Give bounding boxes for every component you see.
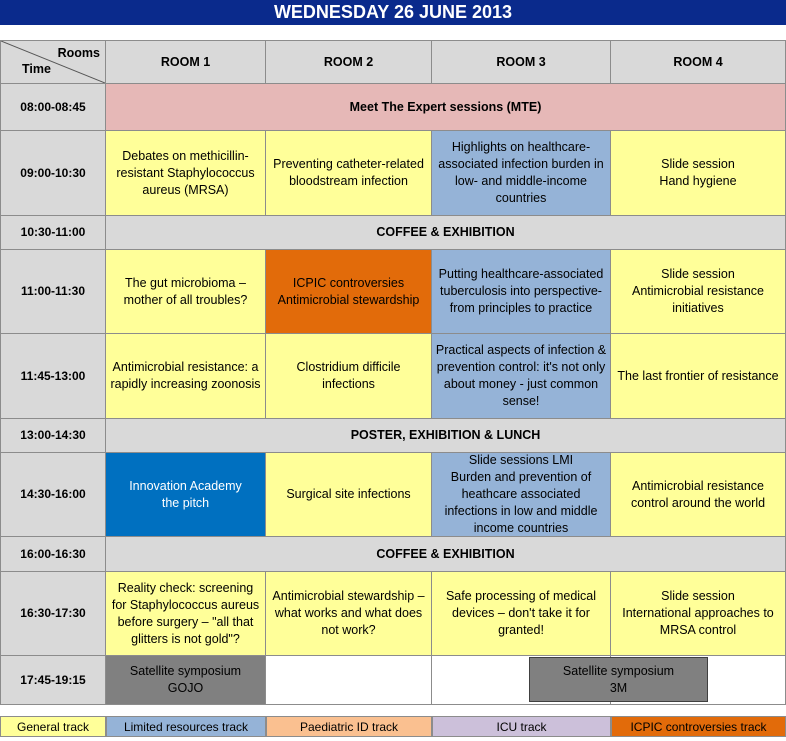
session-cell: Putting healthcare-associated tuberculosis into perspective- from principles to practice — [432, 250, 611, 334]
session-cell: Debates on methicillin-resistant Staphylococcus aureus (MRSA) — [106, 131, 266, 216]
time-slot: 09:00-10:30 — [1, 131, 106, 216]
session-cell: Reality check: screening for Staphylococcus aureus before surgery – "all that glitters is not gold"? — [106, 572, 266, 656]
time-slot: 10:30-11:00 — [1, 216, 106, 250]
session-cell — [106, 453, 266, 537]
session-topic: Hand hygiene — [659, 174, 737, 188]
time-slot: 11:00-11:30 — [1, 250, 106, 334]
session-cell: Clostridium difficile infections — [266, 334, 432, 419]
break-row: COFFEE & EXHIBITION — [106, 537, 786, 572]
legend-icu-track: ICU track — [432, 716, 611, 737]
satellite-session-box — [529, 657, 708, 702]
legend-general-track: General track — [0, 716, 106, 737]
time-slot: 08:00-08:45 — [1, 84, 106, 131]
room-header: ROOM 2 — [266, 41, 432, 84]
session-cell — [611, 131, 786, 216]
session-type: ICPIC controversies — [292, 275, 405, 290]
room-header: ROOM 3 — [432, 41, 611, 84]
session-cell: Antimicrobial resistance: a rapidly increasing zoonosis — [106, 334, 266, 419]
time-slot: 14:30-16:00 — [1, 453, 106, 537]
session-type: Slide session — [661, 589, 735, 603]
time-slot: 16:00-16:30 — [1, 537, 106, 572]
session-type: Slide session — [661, 267, 735, 281]
session-topic: Antimicrobial stewardship — [277, 292, 420, 307]
time-slot: 11:45-13:00 — [1, 334, 106, 419]
session-cell: Practical aspects of infection & prevention control: it's not only about money - just common sense! — [432, 334, 611, 419]
session-cell: Preventing catheter-related bloodstream infection — [266, 131, 432, 216]
session-cell: Antimicrobial stewardship – what works and what does not work? — [266, 572, 432, 656]
legend-limited-resources-track: Limited resources track — [106, 716, 266, 737]
time-slot: 16:30-17:30 — [1, 572, 106, 656]
session-type: Slide sessions LMI — [468, 453, 574, 467]
session-topic: the pitch — [161, 495, 210, 510]
legend-paediatric-track: Paediatric ID track — [266, 716, 432, 737]
room-header: ROOM 1 — [106, 41, 266, 84]
satellite-session — [106, 656, 266, 705]
session-topic: Antimicrobial resistance initiatives — [632, 284, 764, 315]
mte-session: Meet The Expert sessions (MTE) — [106, 84, 786, 131]
rooms-label: Rooms — [57, 46, 100, 60]
session-cell: Antimicrobial resistance control around the world — [611, 453, 786, 537]
session-topic: 3M — [609, 680, 628, 695]
session-cell: The gut microbioma – mother of all troubles? — [106, 250, 266, 334]
session-cell: Highlights on healthcare-associated infection burden in low- and middle-income countries — [432, 131, 611, 216]
time-slot: 13:00-14:30 — [1, 419, 106, 453]
time-slot: 17:45-19:15 — [1, 656, 106, 705]
session-cell: The last frontier of resistance — [611, 334, 786, 419]
session-cell — [611, 250, 786, 334]
session-type: Slide session — [661, 157, 735, 171]
break-row: POSTER, EXHIBITION & LUNCH — [106, 419, 786, 453]
session-topic: GOJO — [167, 681, 204, 695]
empty-cell — [266, 656, 432, 705]
session-type: Innovation Academy — [129, 478, 242, 493]
session-topic: Burden and prevention of heathcare associated infections in low and middle income countries — [444, 470, 598, 535]
room-header: ROOM 4 — [611, 41, 786, 84]
rooms-time-corner — [1, 41, 106, 84]
session-cell: Surgical site infections — [266, 453, 432, 537]
session-cell — [432, 453, 611, 537]
legend-icpic-track: ICPIC controversies track — [611, 716, 786, 737]
break-row: COFFEE & EXHIBITION — [106, 216, 786, 250]
session-cell: Safe processing of medical devices – don't take it for granted! — [432, 572, 611, 656]
session-type: Satellite symposium — [562, 663, 675, 678]
session-type: Satellite symposium — [129, 664, 242, 678]
session-cell — [611, 572, 786, 656]
session-cell — [266, 250, 432, 334]
time-label: Time — [22, 62, 51, 76]
page-title: WEDNESDAY 26 JUNE 2013 — [0, 0, 786, 25]
session-topic: International approaches to MRSA control — [622, 606, 774, 637]
